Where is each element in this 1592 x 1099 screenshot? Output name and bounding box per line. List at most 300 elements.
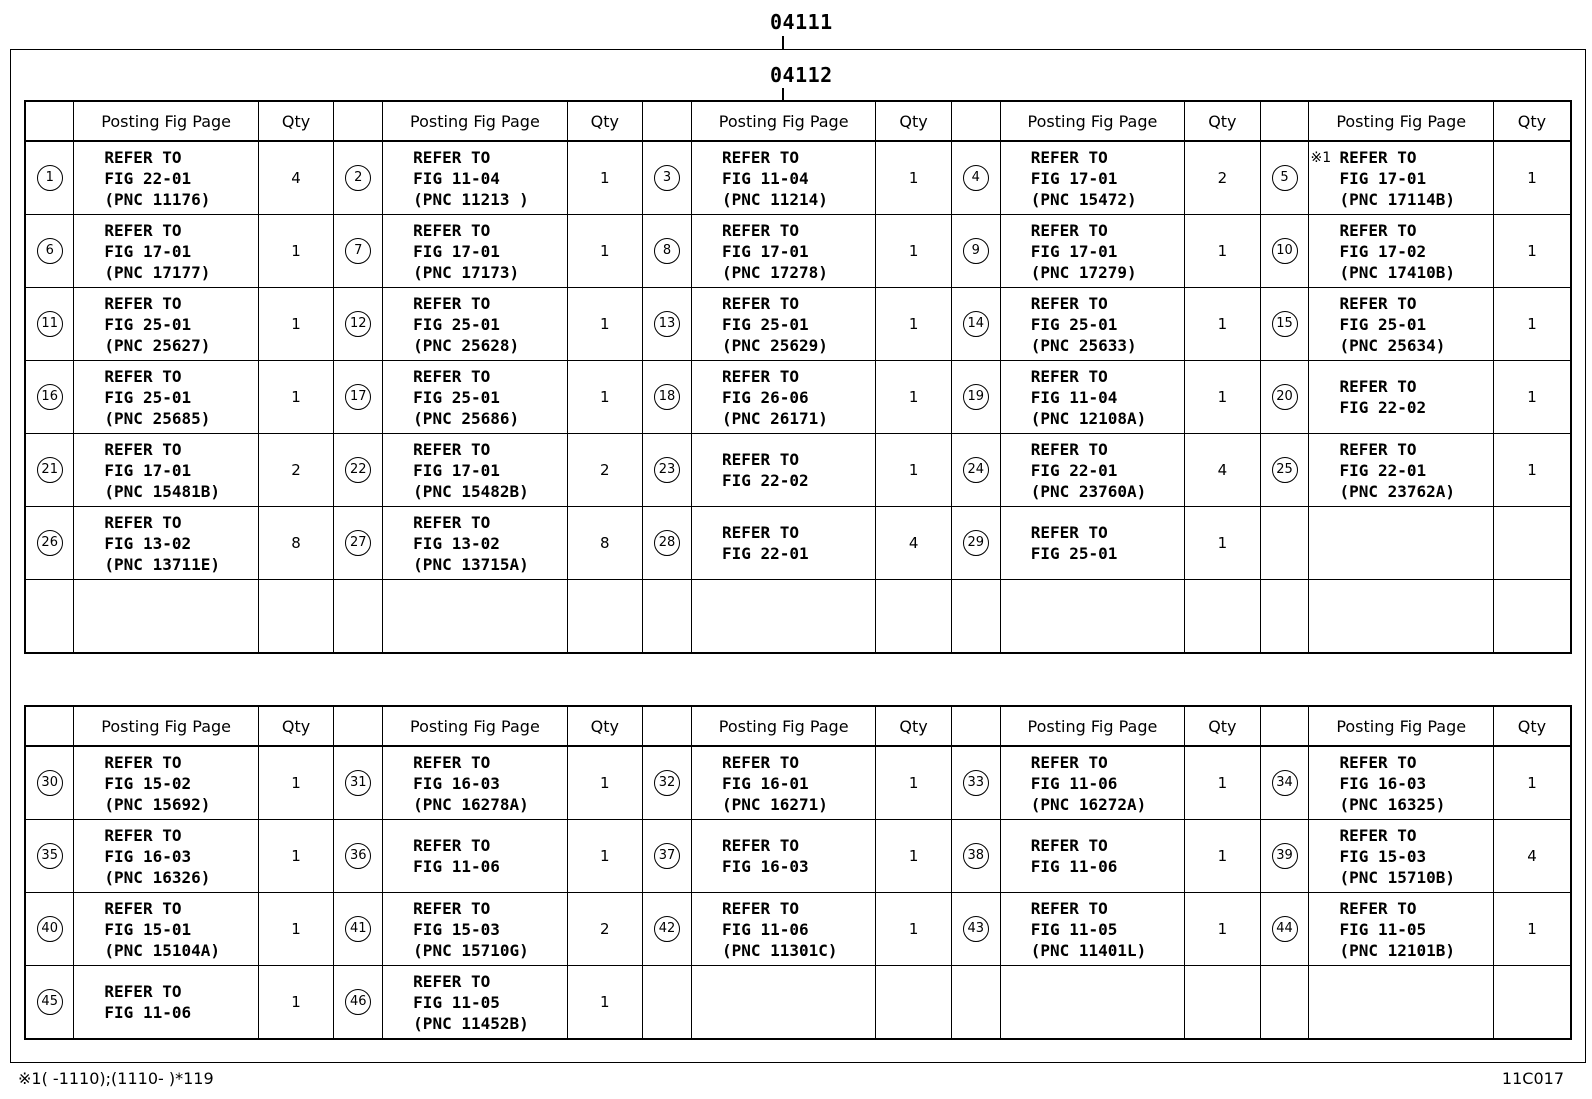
ref-number-cell	[643, 434, 692, 507]
header-ref-no	[951, 706, 1000, 746]
ref-number-circle: 20	[1272, 384, 1298, 410]
ref-line: (PNC 17177)	[104, 262, 211, 282]
ref-line: REFER TO	[721, 220, 799, 240]
posting-ref-cell	[74, 215, 258, 288]
posting-ref-cell	[383, 820, 567, 893]
posting-ref-cell	[691, 141, 875, 215]
table-row	[25, 580, 1571, 654]
qty-cell	[1493, 580, 1571, 654]
ref-line: REFER TO	[413, 366, 491, 386]
ref-number-circle: 44	[1272, 916, 1298, 942]
ref-line: (PNC 12108A)	[1030, 408, 1147, 428]
ref-number-cell	[25, 434, 74, 507]
ref-line: REFER TO	[1030, 366, 1108, 386]
posting-ref-cell	[1000, 580, 1184, 654]
header-posting-fig-page: Posting Fig Page	[383, 706, 567, 746]
ref-line: FIG 22-01	[721, 544, 809, 563]
posting-ref-cell	[74, 434, 258, 507]
ref-number-circle: 45	[37, 989, 63, 1015]
qty-cell: 4	[258, 141, 333, 215]
ref-line: FIG 22-01	[1339, 460, 1427, 480]
ref-line: FIG 11-06	[1030, 857, 1118, 876]
header-row	[25, 101, 1571, 141]
posting-ref-cell	[1309, 580, 1493, 654]
ref-line: REFER TO	[721, 523, 799, 542]
ref-line: (PNC 11401L)	[1030, 940, 1147, 960]
assembly-code-inner: 04112	[770, 63, 833, 87]
qty-cell: 1	[876, 893, 951, 966]
ref-line: REFER TO	[1030, 752, 1108, 772]
ref-line: REFER TO	[413, 898, 491, 918]
ref-line: (PNC 16272A)	[1030, 794, 1147, 814]
ref-line: FIG 25-01	[413, 387, 500, 407]
ref-line: REFER TO	[104, 752, 182, 772]
qty-cell: 4	[876, 507, 951, 580]
posting-ref-cell	[1309, 746, 1493, 820]
header-qty: Qty	[1185, 706, 1260, 746]
ref-number-circle: 16	[37, 384, 63, 410]
ref-number-cell	[334, 820, 383, 893]
posting-ref-cell	[1000, 746, 1184, 820]
ref-number-cell	[643, 966, 692, 1040]
ref-number-cell	[643, 746, 692, 820]
ref-line: FIG 11-05	[1339, 919, 1427, 939]
ref-line: (PNC 25627)	[104, 335, 211, 355]
ref-number-cell	[643, 893, 692, 966]
ref-line: REFER TO	[1030, 147, 1108, 167]
figure-code: 11C017	[1501, 1069, 1564, 1088]
ref-line: FIG 15-02	[104, 773, 192, 793]
qty-cell: 1	[1185, 361, 1260, 434]
posting-ref-cell	[691, 746, 875, 820]
header-posting-fig-page: Posting Fig Page	[691, 101, 875, 141]
ref-number-cell	[334, 580, 383, 654]
posting-ref-cell	[1000, 893, 1184, 966]
table-row	[25, 434, 1571, 507]
ref-line: (PNC 15481B)	[104, 481, 220, 501]
ref-line: FIG 22-01	[1030, 460, 1118, 480]
ref-line: REFER TO	[721, 898, 799, 918]
ref-line: REFER TO	[1030, 220, 1108, 240]
ref-line: (PNC 15692)	[104, 794, 211, 814]
qty-cell: 1	[258, 893, 333, 966]
ref-line: (PNC 26171)	[721, 408, 828, 428]
ref-number-circle: 39	[1272, 843, 1298, 869]
assembly-code-outer: 04111	[770, 10, 833, 34]
footnote: ※1( -1110);(1110- )*119	[18, 1069, 214, 1088]
ref-line: (PNC 17114B)	[1339, 189, 1456, 209]
ref-line: REFER TO	[721, 752, 799, 772]
qty-cell: 1	[567, 288, 642, 361]
ref-number-circle: 6	[37, 238, 63, 264]
ref-number-circle: 29	[963, 530, 989, 556]
ref-line: (PNC 12101B)	[1339, 940, 1456, 960]
header-posting-fig-page: Posting Fig Page	[1309, 101, 1493, 141]
ref-line: (PNC 16325)	[1339, 794, 1446, 814]
header-qty: Qty	[876, 101, 951, 141]
ref-line: (PNC 11176)	[104, 189, 211, 209]
ref-number-circle: 7	[345, 238, 371, 264]
ref-line: FIG 13-02	[104, 533, 192, 553]
ref-line: REFER TO	[1339, 220, 1417, 240]
posting-ref-cell	[1309, 893, 1493, 966]
note-mark: ※1	[1310, 150, 1332, 166]
posting-ref-cell	[74, 746, 258, 820]
qty-cell: 1	[1185, 746, 1260, 820]
ref-line: REFER TO	[1030, 439, 1108, 459]
ref-number-cell	[334, 361, 383, 434]
ref-line: FIG 11-06	[413, 857, 500, 876]
ref-number-circle: 22	[345, 457, 371, 483]
header-qty: Qty	[1493, 101, 1571, 141]
ref-line: FIG 17-01	[413, 460, 500, 480]
ref-number-circle: 12	[345, 311, 371, 337]
ref-line: FIG 22-01	[104, 168, 192, 188]
posting-ref-cell	[74, 580, 258, 654]
ref-line: FIG 25-01	[1030, 544, 1118, 563]
ref-number-cell	[643, 820, 692, 893]
ref-number-circle: 38	[963, 843, 989, 869]
ref-number-cell	[334, 288, 383, 361]
table-row	[25, 288, 1571, 361]
ref-line: (PNC 13711E)	[104, 554, 220, 574]
ref-number-cell	[643, 288, 692, 361]
ref-number-cell	[1260, 966, 1309, 1040]
header-ref-no	[1260, 101, 1309, 141]
ref-number-circle: 5	[1272, 165, 1298, 191]
ref-line: (PNC 15482B)	[413, 481, 529, 501]
qty-cell: 1	[1493, 361, 1571, 434]
ref-line: (PNC 16326)	[104, 867, 211, 887]
ref-line: (PNC 16271)	[721, 794, 828, 814]
ref-number-circle: 26	[37, 530, 63, 556]
posting-ref-cell	[74, 893, 258, 966]
qty-cell: 2	[1185, 141, 1260, 215]
ref-number-circle: 19	[963, 384, 989, 410]
header-posting-fig-page: Posting Fig Page	[1000, 706, 1184, 746]
ref-number-cell	[25, 580, 74, 654]
qty-cell: 4	[1493, 820, 1571, 893]
posting-ref-cell	[1309, 288, 1493, 361]
header-ref-no	[643, 706, 692, 746]
table-row	[25, 893, 1571, 966]
ref-line: REFER TO	[1030, 523, 1108, 542]
ref-number-circle: 27	[345, 530, 371, 556]
posting-ref-cell	[383, 215, 567, 288]
qty-cell: 1	[876, 215, 951, 288]
ref-line: (PNC 15104A)	[104, 940, 220, 960]
ref-line: REFER TO	[1339, 377, 1417, 396]
qty-cell: 1	[258, 288, 333, 361]
ref-line: REFER TO	[413, 512, 491, 532]
ref-number-cell	[25, 893, 74, 966]
qty-cell: 1	[1185, 507, 1260, 580]
qty-cell: 1	[567, 361, 642, 434]
ref-number-circle: 18	[654, 384, 680, 410]
ref-number-cell	[951, 966, 1000, 1040]
ref-line: (PNC 17410B)	[1339, 262, 1456, 282]
ref-number-circle: 36	[345, 843, 371, 869]
table-row	[25, 141, 1571, 215]
ref-number-cell	[951, 746, 1000, 820]
ref-number-circle: 8	[654, 238, 680, 264]
posting-ref-cell	[383, 966, 567, 1040]
posting-ref-cell	[691, 966, 875, 1040]
posting-ref-cell	[1000, 215, 1184, 288]
ref-number-cell	[25, 820, 74, 893]
ref-number-cell	[951, 141, 1000, 215]
posting-ref-cell	[691, 580, 875, 654]
qty-cell: 1	[258, 820, 333, 893]
ref-number-circle: 40	[37, 916, 63, 942]
ref-number-circle: 33	[963, 770, 989, 796]
posting-ref-cell	[691, 820, 875, 893]
table-body	[25, 746, 1571, 1039]
ref-number-cell	[25, 507, 74, 580]
ref-number-cell	[25, 361, 74, 434]
qty-cell: 2	[567, 893, 642, 966]
ref-line: REFER TO	[1339, 825, 1417, 845]
posting-ref-cell	[1309, 820, 1493, 893]
posting-ref-cell	[1000, 361, 1184, 434]
header-qty: Qty	[258, 101, 333, 141]
qty-cell: 1	[876, 746, 951, 820]
ref-line: REFER TO	[1030, 898, 1108, 918]
ref-number-cell	[1260, 580, 1309, 654]
posting-ref-cell	[383, 141, 567, 215]
posting-ref-cell	[691, 893, 875, 966]
posting-ref-cell	[1309, 361, 1493, 434]
ref-number-cell	[1260, 141, 1309, 215]
ref-line: FIG 22-02	[721, 471, 809, 490]
ref-number-cell	[1260, 215, 1309, 288]
ref-line: FIG 11-06	[721, 919, 809, 939]
ref-line: REFER TO	[1339, 147, 1417, 167]
qty-cell	[1185, 580, 1260, 654]
ref-line: REFER TO	[104, 147, 182, 167]
ref-line: (PNC 25686)	[413, 408, 520, 428]
ref-line: (PNC 17279)	[1030, 262, 1137, 282]
qty-cell: 1	[567, 820, 642, 893]
qty-cell: 1	[876, 141, 951, 215]
ref-number-cell	[643, 361, 692, 434]
posting-ref-cell	[383, 288, 567, 361]
ref-number-cell	[25, 966, 74, 1040]
ref-line: (PNC 11214)	[721, 189, 828, 209]
ref-number-circle: 9	[963, 238, 989, 264]
ref-line: FIG 11-04	[721, 168, 809, 188]
posting-ref-cell	[1000, 966, 1184, 1040]
ref-line: FIG 16-03	[721, 857, 809, 876]
qty-cell: 1	[1493, 746, 1571, 820]
ref-line: FIG 13-02	[413, 533, 500, 553]
posting-ref-cell	[1309, 507, 1493, 580]
qty-cell: 1	[1493, 141, 1571, 215]
qty-cell: 1	[1185, 288, 1260, 361]
ref-number-cell	[643, 141, 692, 215]
qty-cell: 2	[567, 434, 642, 507]
qty-cell: 1	[258, 966, 333, 1040]
ref-number-cell	[951, 361, 1000, 434]
ref-line: REFER TO	[413, 147, 491, 167]
ref-number-cell	[334, 746, 383, 820]
header-qty: Qty	[567, 706, 642, 746]
ref-number-cell	[643, 215, 692, 288]
ref-line: REFER TO	[413, 971, 491, 991]
ref-line: FIG 17-01	[721, 241, 809, 261]
qty-cell: 8	[258, 507, 333, 580]
ref-line: REFER TO	[413, 439, 491, 459]
posting-ref-cell	[691, 507, 875, 580]
ref-number-cell	[951, 820, 1000, 893]
posting-ref-cell	[383, 507, 567, 580]
ref-number-circle: 35	[37, 843, 63, 869]
ref-line: REFER TO	[721, 450, 799, 469]
header-ref-no	[334, 706, 383, 746]
qty-cell	[258, 580, 333, 654]
posting-ref-cell	[691, 215, 875, 288]
posting-ref-cell	[383, 580, 567, 654]
table-header	[25, 101, 1571, 141]
header-posting-fig-page: Posting Fig Page	[691, 706, 875, 746]
header-posting-fig-page: Posting Fig Page	[74, 101, 258, 141]
posting-ref-cell	[383, 746, 567, 820]
ref-line: FIG 25-01	[1030, 314, 1118, 334]
parts-table-2	[24, 705, 1572, 1040]
ref-line: FIG 11-05	[1030, 919, 1118, 939]
ref-number-circle: 31	[345, 770, 371, 796]
ref-line: FIG 26-06	[721, 387, 809, 407]
posting-ref-cell	[691, 434, 875, 507]
qty-cell: 1	[1185, 820, 1260, 893]
posting-ref-cell	[74, 141, 258, 215]
ref-line: FIG 25-01	[104, 314, 192, 334]
ref-line: FIG 11-04	[413, 168, 500, 188]
qty-cell	[567, 580, 642, 654]
qty-cell: 1	[567, 966, 642, 1040]
header-posting-fig-page: Posting Fig Page	[1000, 101, 1184, 141]
qty-cell: 1	[876, 361, 951, 434]
ref-number-cell	[1260, 434, 1309, 507]
posting-ref-cell	[1309, 141, 1493, 215]
posting-ref-cell	[1000, 141, 1184, 215]
ref-number-cell	[334, 215, 383, 288]
table-body	[25, 141, 1571, 653]
ref-line: FIG 17-02	[1339, 241, 1427, 261]
ref-line: REFER TO	[721, 147, 799, 167]
ref-number-cell	[1260, 820, 1309, 893]
ref-line: REFER TO	[104, 512, 182, 532]
ref-line: REFER TO	[1339, 293, 1417, 313]
qty-cell: 8	[567, 507, 642, 580]
ref-number-cell	[951, 215, 1000, 288]
ref-number-cell	[1260, 288, 1309, 361]
ref-number-circle: 10	[1272, 238, 1298, 264]
header-ref-no	[951, 101, 1000, 141]
posting-ref-cell	[383, 434, 567, 507]
qty-cell: 4	[1185, 434, 1260, 507]
qty-cell: 1	[876, 820, 951, 893]
qty-cell	[1493, 966, 1571, 1040]
ref-line: REFER TO	[721, 836, 799, 855]
ref-number-cell	[1260, 361, 1309, 434]
ref-number-cell	[334, 434, 383, 507]
qty-cell: 1	[567, 746, 642, 820]
table-row	[25, 746, 1571, 820]
table-row	[25, 215, 1571, 288]
qty-cell: 1	[567, 141, 642, 215]
ref-number-cell	[334, 966, 383, 1040]
ref-line: (PNC 11301C)	[721, 940, 838, 960]
qty-cell	[876, 966, 951, 1040]
posting-ref-cell	[74, 361, 258, 434]
table-row	[25, 361, 1571, 434]
header-qty: Qty	[258, 706, 333, 746]
ref-line: FIG 11-05	[413, 992, 500, 1012]
ref-line: REFER TO	[413, 293, 491, 313]
posting-ref-cell	[1309, 215, 1493, 288]
ref-line: FIG 17-01	[1339, 168, 1427, 188]
qty-cell: 1	[567, 215, 642, 288]
ref-line: (PNC 25628)	[413, 335, 520, 355]
qty-cell	[1493, 507, 1571, 580]
ref-number-cell	[1260, 893, 1309, 966]
ref-line: (PNC 23760A)	[1030, 481, 1147, 501]
ref-line: FIG 25-01	[1339, 314, 1427, 334]
ref-number-cell	[25, 288, 74, 361]
posting-ref-cell	[1000, 288, 1184, 361]
ref-line: REFER TO	[413, 836, 491, 855]
ref-line: (PNC 11213 )	[413, 189, 529, 209]
ref-line: (PNC 25629)	[721, 335, 828, 355]
posting-ref-cell	[691, 361, 875, 434]
ref-line: REFER TO	[1339, 439, 1417, 459]
qty-cell: 1	[1493, 434, 1571, 507]
ref-line: (PNC 25634)	[1339, 335, 1446, 355]
table-row	[25, 507, 1571, 580]
ref-line: REFER TO	[104, 898, 182, 918]
ref-line: (PNC 15472)	[1030, 189, 1137, 209]
ref-line: (PNC 25633)	[1030, 335, 1137, 355]
table-row	[25, 966, 1571, 1040]
qty-cell: 1	[258, 746, 333, 820]
ref-number-cell	[951, 507, 1000, 580]
ref-line: REFER TO	[1339, 898, 1417, 918]
ref-line: REFER TO	[1030, 836, 1108, 855]
ref-number-cell	[643, 507, 692, 580]
header-ref-no	[643, 101, 692, 141]
ref-number-cell	[25, 141, 74, 215]
ref-line: (PNC 15710B)	[1339, 867, 1456, 887]
ref-number-circle: 21	[37, 457, 63, 483]
ref-line: FIG 16-03	[413, 773, 500, 793]
ref-line: REFER TO	[104, 366, 182, 386]
ref-line: (PNC 25685)	[104, 408, 211, 428]
posting-ref-cell	[383, 361, 567, 434]
ref-line: FIG 16-03	[104, 846, 192, 866]
ref-line: REFER TO	[413, 220, 491, 240]
ref-number-circle: 4	[963, 165, 989, 191]
ref-number-cell	[334, 893, 383, 966]
ref-number-circle: 42	[654, 916, 680, 942]
ref-number-circle: 28	[654, 530, 680, 556]
ref-line: REFER TO	[1030, 293, 1108, 313]
header-row	[25, 706, 1571, 746]
ref-number-circle: 46	[345, 989, 371, 1015]
ref-number-circle: 1	[37, 165, 63, 191]
ref-line: (PNC 15710G)	[413, 940, 529, 960]
ref-line: FIG 17-01	[1030, 241, 1118, 261]
